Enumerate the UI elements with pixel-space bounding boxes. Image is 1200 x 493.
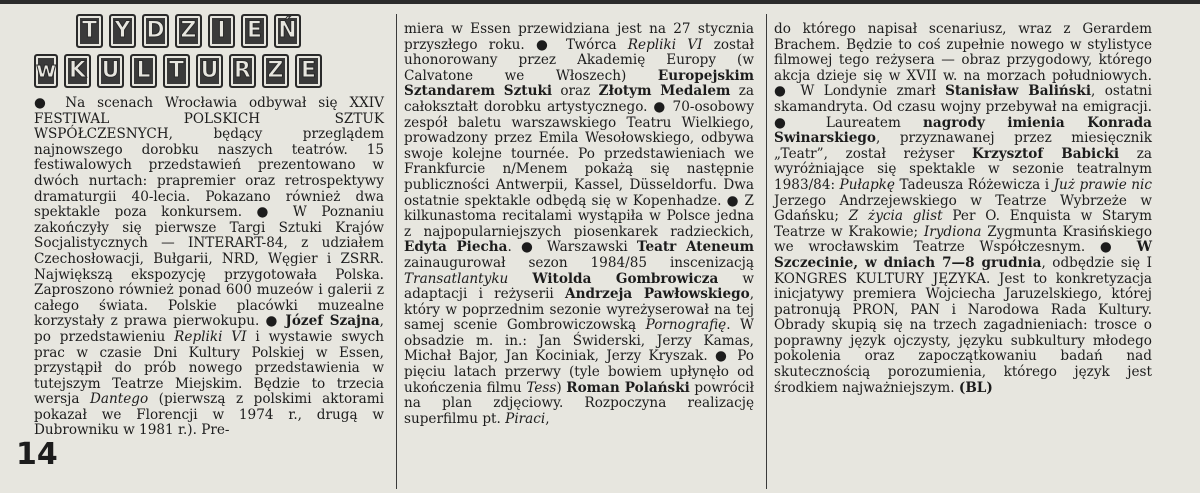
italic-run: Piraci xyxy=(505,410,546,427)
column-divider-1 xyxy=(396,14,397,489)
bold-run: Roman Polański xyxy=(566,379,690,396)
column-divider-2 xyxy=(766,14,767,489)
text-run: do którego napisał scenariusz, wraz z Gerardem Brachem. Będzie to coś zupełnie nowego w stylistyce filmowej tego reżysera — obraz przygodowy, którego akcja dzieje się w XVII w. na morzach południowych. ● W Londynie zmarł xyxy=(774,21,1152,100)
text-run: , xyxy=(545,410,550,427)
text-run: Jerzego Andrzejewskiego w Teatrze Wybrzeże w Gdańsku; xyxy=(774,192,1152,225)
italic-run: Repliki VI xyxy=(174,328,247,345)
headline-letter: D xyxy=(142,14,169,48)
text-run: , który w poprzednim sezonie wyreżyserował na tej samej scenie Gombrowiczowską xyxy=(404,286,755,334)
bold-run: W Szczecinie, w dniach 7—8 grudnia xyxy=(774,239,1152,271)
headline-letter: U xyxy=(196,54,223,88)
text-run: i wystawie swych prac w czasie Dni Kultury Polskiej w Essen, przystąpił do prób nowego przedstawienia w tutejszym Teatrze Miejskim. Będzie to trzecia wersja xyxy=(34,328,384,408)
headline-letter: U xyxy=(97,54,124,88)
headline-letter: Z xyxy=(262,54,289,88)
text-run: powrócił na plan zdjęciowy. Rozpoczyna realizację superfilmu pt. xyxy=(404,379,755,427)
headline-letter: Y xyxy=(109,14,136,48)
article-column-1 xyxy=(34,96,384,439)
bold-run: Złotym Medalem xyxy=(598,83,731,100)
article-column-2 xyxy=(404,22,754,427)
italic-run: Transatlantyku xyxy=(404,270,509,287)
text-run: ) xyxy=(556,379,567,396)
article-text xyxy=(34,96,384,439)
text-run: został uhonorowany przez Akademię Europy (w Calvatone we Włoszech) xyxy=(404,36,754,84)
bold-run: Witolda Gombrowicza xyxy=(532,270,719,287)
headline-letter: K xyxy=(64,54,91,88)
headline-letter: R xyxy=(229,54,256,88)
text-run: , przyznawanej przez miesięcznik „Teatr”, został reżyser xyxy=(774,130,1152,162)
italic-run: Tess xyxy=(526,379,557,396)
headline-letter: w xyxy=(34,54,58,88)
headline-letter: I xyxy=(208,14,235,48)
text-run: w adaptacji i reżyserii xyxy=(404,270,754,303)
page-number: 14 xyxy=(16,437,58,472)
article-text xyxy=(774,22,1152,396)
section-headline xyxy=(34,12,384,94)
text-run: oraz xyxy=(552,83,599,100)
italic-run: Pornografię xyxy=(645,317,727,334)
text-run: ● Na scenach Wrocławia odbywał się XXIV FESTIWAL POLSKICH SZTUK WSPÓŁCZESNYCH, będący przeglądem najnowszego dorobku naszych teatrów. 15 festiwalowych przedstawień prezentowano w dwóch nurtach: prapremier oraz retrospektywy dramaturgii 40-lecia. Pokazano również dwa spektakle poza konkursem. ● W Poznaniu zakończyły się pierwsze Targi Sztuki Krajów Socjalistycznych — INTERART-84, z udziałem Czechosłowacji, Bułgarii, NRD, Węgier i ZSRR. Największą ekspozycję przygotowała Polska. Zaproszono również ponad 600 muzeów i galerii z całego świata. Polskie placówki muzealne korzystały z prawa pierwokupu. ● xyxy=(34,95,384,330)
text-run: zainaugurował sezon 1984/85 inscenizacją xyxy=(404,254,754,271)
bold-run: Krzysztof Babicki xyxy=(972,145,1120,162)
bold-run: (BL) xyxy=(958,379,993,396)
italic-run: Już prawie nic xyxy=(1053,176,1153,193)
headline-line-1 xyxy=(76,14,307,48)
text-run: . ● Warszawski xyxy=(507,239,637,256)
bold-run: Józef Szajna xyxy=(285,313,380,330)
article-text xyxy=(404,22,754,427)
article-column-3 xyxy=(774,22,1152,396)
bold-run: Andrzeja Pawłowskiego xyxy=(565,286,750,303)
text-run: (pierwszą z polskimi aktorami pokazał we Florencji w 1974 r., drugą w Dubrowniku w 1981 r.). Pre- xyxy=(34,391,385,439)
headline-line-2 xyxy=(34,54,328,88)
bold-run: Teatr Ateneum xyxy=(636,239,754,256)
headline-letter: T xyxy=(163,54,190,88)
bold-run: Europejskim Sztandarem Sztuki xyxy=(404,67,754,100)
text-run: Per O. Enquista w Starym Teatrze w Krakowie; xyxy=(774,208,1152,240)
text-run: miera w Essen przewidziana jest na 27 stycznia przyszłego roku. ● Twórca xyxy=(404,21,754,53)
text-run: . W obsadzie m. in.: Jan Świderski, Jerzy Kamas, Michał Bajor, Jan Kociniak, Jerzy Kryszak. ● Po pięciu latach przerwy (tyle bowiem upłynęło od ukończenia filmu xyxy=(404,317,754,396)
italic-run: Repliki VI xyxy=(627,36,703,53)
italic-run: Z życia glist xyxy=(848,208,943,225)
italic-run: Pułapkę xyxy=(839,176,895,193)
headline-letter: E xyxy=(241,14,268,48)
bold-run: nagrody imienia Konrada Swinarskiego xyxy=(774,114,1152,147)
headline-letter: L xyxy=(130,54,157,88)
bold-run: Stanisław Baliński xyxy=(945,83,1091,100)
text-run xyxy=(508,271,532,287)
text-run: , po przedstawieniu xyxy=(34,313,384,345)
top-border-line xyxy=(0,0,1200,4)
text-run: Tadeusza Różewicza i xyxy=(894,176,1054,193)
headline-letter: Ń xyxy=(274,14,301,48)
text-run: , odbędzie się I KONGRES KULTURY JĘZYKA. Jest to konkretyzacja inicjatywy premiera Wojciecha Jaruzelskiego, której patronują PRON, PAN i Narodowa Rada Kultury. Obrady skupią się na trzech zagadnieniach: trosce o poprawny język ojczysty, języku subkultury młodego pokolenia oraz zapoczątkowaniu badań nad skutecznością porozumienia, którego język jest środkiem najważniejszym. xyxy=(774,254,1152,396)
headline-letter: T xyxy=(76,14,103,48)
italic-run: Dantego xyxy=(90,391,149,408)
text-run: za wyróżniające się spektakle w sezonie teatralnym 1983/84: xyxy=(774,145,1152,193)
text-run: za całokształt dorobku artystycznego. ● 70-osobowy zespół baletu warszawskiego Teatru Wielkiego, prowadzony przez Emila Wesołowskiego, odbywa swoje kolejne tournée. Po przedstawieniach we Frankfurcie n/Menem pokażą się następnie publiczności Antwerpii, Kassel, Düsseldorfu. Dwa ostatnie spektakle odbędą się w Kopenhadze. ● Z kilkunastoma recitalami wystąpiła w Polsce jedna z najpopularniejszych piosenkarek radzieckich, xyxy=(404,83,755,240)
bold-run: Edyta Piecha xyxy=(404,239,508,256)
text-run: , ostatni skamandryta. Od czasu wojny przebywał na emigracji. ● Laureatem xyxy=(774,83,1152,131)
text-run: Zygmunta Krasińskiego we wrocławskim Teatrze Współczesnym. ● xyxy=(774,223,1153,256)
headline-letter: Z xyxy=(175,14,202,48)
italic-run: Irydiona xyxy=(923,223,982,240)
headline-letter: E xyxy=(295,54,322,88)
